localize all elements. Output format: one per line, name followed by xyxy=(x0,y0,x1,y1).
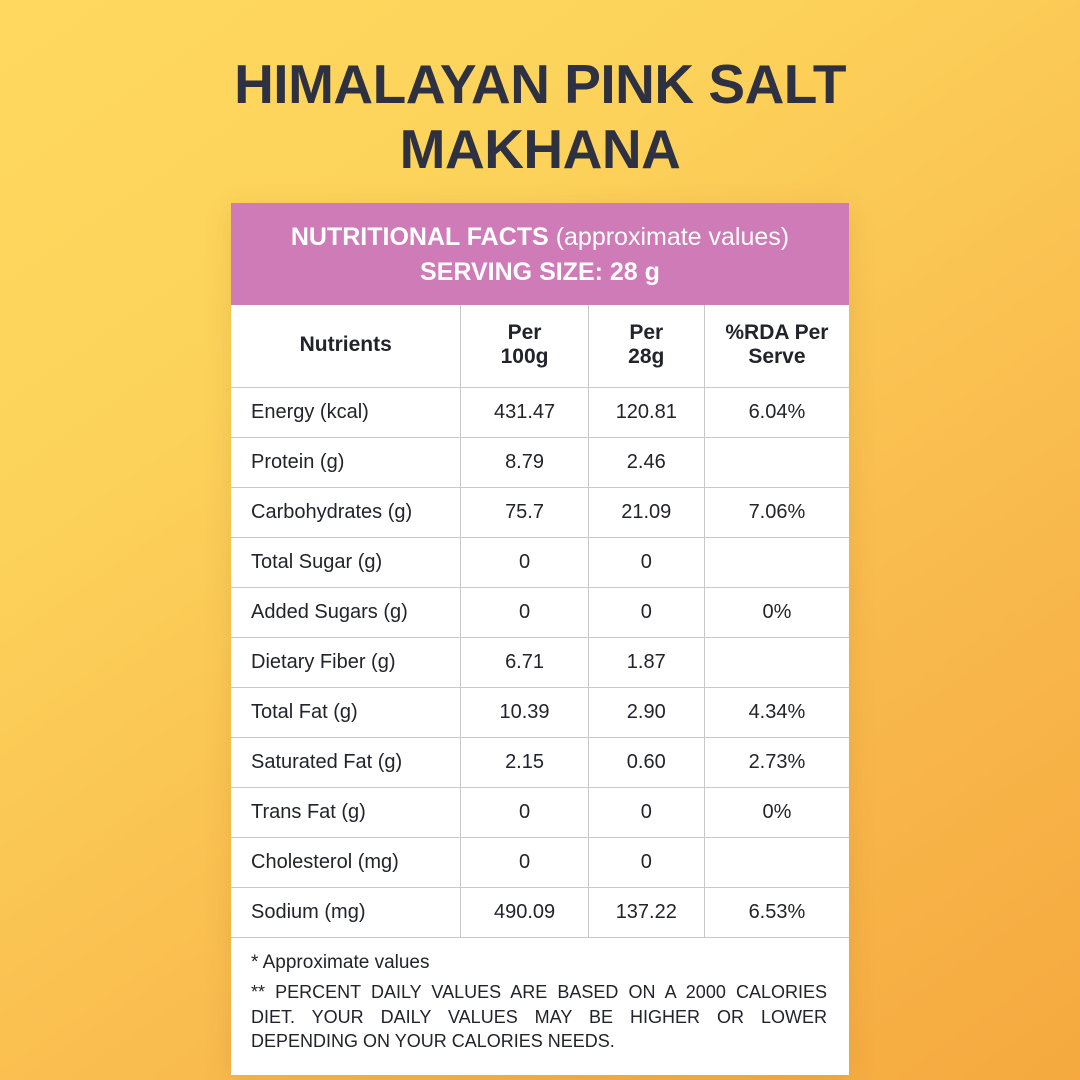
table-row xyxy=(231,838,849,888)
cell-per-100g: 75.7 xyxy=(461,488,588,538)
cell-per-28g: 137.22 xyxy=(588,888,704,938)
footnote-daily-values: ** PERCENT DAILY VALUES ARE BASED ON A 2000 CALORIES DIET. YOUR DAILY VALUES MAY BE HIGHER OR LOWER DEPENDING ON YOUR CALORIES NEEDS. xyxy=(251,982,827,1051)
table-header xyxy=(231,305,849,388)
cell-nutrient: Dietary Fiber (g) xyxy=(231,638,461,688)
column-header-rda-label: %RDA Per Serve xyxy=(725,321,829,369)
cell-per-100g: 2.15 xyxy=(461,738,588,788)
cell-per-28g: 0.60 xyxy=(588,738,704,788)
cell-per-28g: 1.87 xyxy=(588,638,704,688)
cell-per-100g: 431.47 xyxy=(461,388,588,438)
cell-per-100g: 0 xyxy=(461,588,588,638)
cell-nutrient: Total Sugar (g) xyxy=(231,538,461,588)
cell-per-100g: 8.79 xyxy=(461,438,588,488)
header-title-light: (approximate values) xyxy=(555,223,790,251)
cell-rda: 0% xyxy=(704,588,849,638)
nutrition-table xyxy=(231,305,849,938)
table-body xyxy=(231,388,849,938)
cell-rda: 6.53% xyxy=(704,888,849,938)
table-row xyxy=(231,438,849,488)
column-header-per-100g-label: Per xyxy=(507,321,542,344)
cell-rda: 7.06% xyxy=(704,488,849,538)
nutrition-facts-card xyxy=(231,203,849,1075)
cell-per-28g: 0 xyxy=(588,588,704,638)
footnote-approximate-values: * Approximate values xyxy=(251,952,430,974)
cell-per-28g: 0 xyxy=(588,788,704,838)
cell-rda xyxy=(704,438,849,488)
cell-rda: 4.34% xyxy=(704,688,849,738)
cell-rda xyxy=(704,638,849,688)
footnotes xyxy=(231,938,849,1075)
column-header-per-100g-sub: 100g xyxy=(500,345,549,369)
table-row xyxy=(231,788,849,838)
table-row xyxy=(231,388,849,438)
cell-nutrient: Energy (kcal) xyxy=(231,388,461,438)
cell-rda: 6.04% xyxy=(704,388,849,438)
header-serving-size: SERVING SIZE: 28 g xyxy=(420,257,660,286)
cell-per-100g: 0 xyxy=(461,788,588,838)
table-row xyxy=(231,638,849,688)
cell-rda xyxy=(704,538,849,588)
cell-nutrient: Cholesterol (mg) xyxy=(231,838,461,888)
cell-per-100g: 0 xyxy=(461,838,588,888)
page-title-line-1: HIMALAYAN PINK SALT xyxy=(234,53,846,115)
table-row xyxy=(231,688,849,738)
column-header-per-28g-sub: 28g xyxy=(628,345,665,369)
table-row xyxy=(231,888,849,938)
column-header-per-28g xyxy=(588,305,704,388)
cell-per-28g: 0 xyxy=(588,838,704,888)
column-header-per-100g xyxy=(461,305,588,388)
cell-nutrient: Protein (g) xyxy=(231,438,461,488)
cell-per-100g: 490.09 xyxy=(461,888,588,938)
header-line-1 xyxy=(241,220,839,255)
cell-nutrient: Saturated Fat (g) xyxy=(231,738,461,788)
cell-nutrient: Added Sugars (g) xyxy=(231,588,461,638)
nutrition-facts-header xyxy=(231,203,849,305)
table-header-row xyxy=(231,305,849,388)
cell-per-100g: 0 xyxy=(461,538,588,588)
column-header-nutrients-label: Nutrients xyxy=(299,333,392,357)
cell-per-28g: 2.90 xyxy=(588,688,704,738)
cell-per-28g: 2.46 xyxy=(588,438,704,488)
page-title xyxy=(0,0,1080,182)
cell-rda xyxy=(704,838,849,888)
column-header-per-28g-label: Per xyxy=(629,321,664,344)
table-row xyxy=(231,588,849,638)
cell-per-100g: 6.71 xyxy=(461,638,588,688)
cell-per-100g: 10.39 xyxy=(461,688,588,738)
cell-per-28g: 120.81 xyxy=(588,388,704,438)
cell-per-28g: 0 xyxy=(588,538,704,588)
cell-per-28g: 21.09 xyxy=(588,488,704,538)
cell-nutrient: Total Fat (g) xyxy=(231,688,461,738)
cell-nutrient: Carbohydrates (g) xyxy=(231,488,461,538)
table-row xyxy=(231,488,849,538)
cell-rda: 0% xyxy=(704,788,849,838)
page-title-line-2: MAKHANA xyxy=(399,117,681,180)
column-header-rda xyxy=(704,305,849,388)
cell-rda: 2.73% xyxy=(704,738,849,788)
table-row xyxy=(231,738,849,788)
header-title-strong: NUTRITIONAL FACTS xyxy=(290,223,556,251)
cell-nutrient: Sodium (mg) xyxy=(231,888,461,938)
column-header-nutrients xyxy=(231,305,461,388)
table-row xyxy=(231,538,849,588)
cell-nutrient: Trans Fat (g) xyxy=(231,788,461,838)
